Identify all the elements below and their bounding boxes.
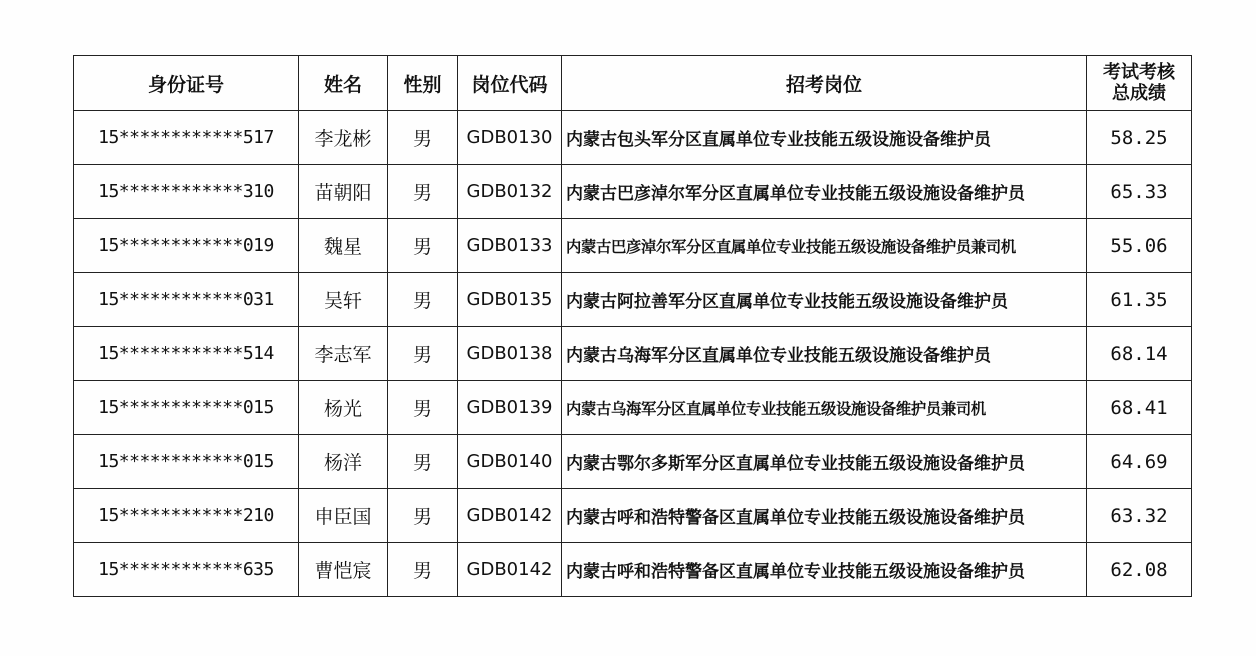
cell-score: 58.25 [1087,111,1192,165]
cell-id: 15************310 [74,165,299,219]
cell-position: 内蒙古巴彦淖尔军分区直属单位专业技能五级设施设备维护员 [562,165,1087,219]
cell-gender: 男 [388,327,458,381]
cell-name: 苗朝阳 [299,165,388,219]
cell-id: 15************031 [74,273,299,327]
cell-gender: 男 [388,543,458,597]
cell-score: 68.14 [1087,327,1192,381]
cell-position: 内蒙古乌海军分区直属单位专业技能五级设施设备维护员 [562,327,1087,381]
cell-name: 吴轩 [299,273,388,327]
header-score-line1: 考试考核 [1103,62,1175,83]
header-name: 姓名 [299,56,388,111]
cell-score: 62.08 [1087,543,1192,597]
cell-position: 内蒙古包头军分区直属单位专业技能五级设施设备维护员 [562,111,1087,165]
table-row [74,273,1192,327]
header-score [1087,56,1192,111]
cell-name: 杨洋 [299,435,388,489]
cell-score: 64.69 [1087,435,1192,489]
results-table-container [73,55,1192,597]
cell-name: 李龙彬 [299,111,388,165]
cell-position: 内蒙古呼和浩特警备区直属单位专业技能五级设施设备维护员 [562,543,1087,597]
cell-gender: 男 [388,435,458,489]
cell-code: GDB0130 [458,111,562,165]
table-row [74,489,1192,543]
cell-code: GDB0138 [458,327,562,381]
cell-code: GDB0139 [458,381,562,435]
table-header-row [74,56,1192,111]
cell-code: GDB0142 [458,489,562,543]
cell-name: 李志军 [299,327,388,381]
cell-gender: 男 [388,273,458,327]
cell-name: 魏星 [299,219,388,273]
cell-position: 内蒙古巴彦淖尔军分区直属单位专业技能五级设施设备维护员兼司机 [562,219,1087,273]
cell-id: 15************015 [74,381,299,435]
header-gender: 性别 [388,56,458,111]
header-position: 招考岗位 [562,56,1087,111]
table-row [74,435,1192,489]
cell-score: 63.32 [1087,489,1192,543]
cell-name: 申臣国 [299,489,388,543]
table-row [74,543,1192,597]
header-code: 岗位代码 [458,56,562,111]
cell-position: 内蒙古阿拉善军分区直属单位专业技能五级设施设备维护员 [562,273,1087,327]
cell-score: 61.35 [1087,273,1192,327]
cell-id: 15************015 [74,435,299,489]
cell-code: GDB0132 [458,165,562,219]
results-table [73,55,1192,597]
header-score-line2: 总成绩 [1112,83,1166,104]
cell-code: GDB0140 [458,435,562,489]
cell-code: GDB0142 [458,543,562,597]
cell-score: 68.41 [1087,381,1192,435]
cell-gender: 男 [388,489,458,543]
cell-gender: 男 [388,381,458,435]
cell-name: 曹恺宸 [299,543,388,597]
table-row [74,111,1192,165]
cell-position: 内蒙古乌海军分区直属单位专业技能五级设施设备维护员兼司机 [562,381,1087,435]
cell-id: 15************517 [74,111,299,165]
cell-score: 55.06 [1087,219,1192,273]
cell-score: 65.33 [1087,165,1192,219]
table-row [74,165,1192,219]
cell-gender: 男 [388,165,458,219]
cell-gender: 男 [388,219,458,273]
header-id: 身份证号 [74,56,299,111]
cell-position: 内蒙古呼和浩特警备区直属单位专业技能五级设施设备维护员 [562,489,1087,543]
cell-code: GDB0135 [458,273,562,327]
table-row [74,381,1192,435]
table-row [74,327,1192,381]
cell-id: 15************019 [74,219,299,273]
cell-gender: 男 [388,111,458,165]
cell-position: 内蒙古鄂尔多斯军分区直属单位专业技能五级设施设备维护员 [562,435,1087,489]
cell-id: 15************514 [74,327,299,381]
table-row [74,219,1192,273]
cell-id: 15************635 [74,543,299,597]
cell-code: GDB0133 [458,219,562,273]
cell-name: 杨光 [299,381,388,435]
cell-id: 15************210 [74,489,299,543]
